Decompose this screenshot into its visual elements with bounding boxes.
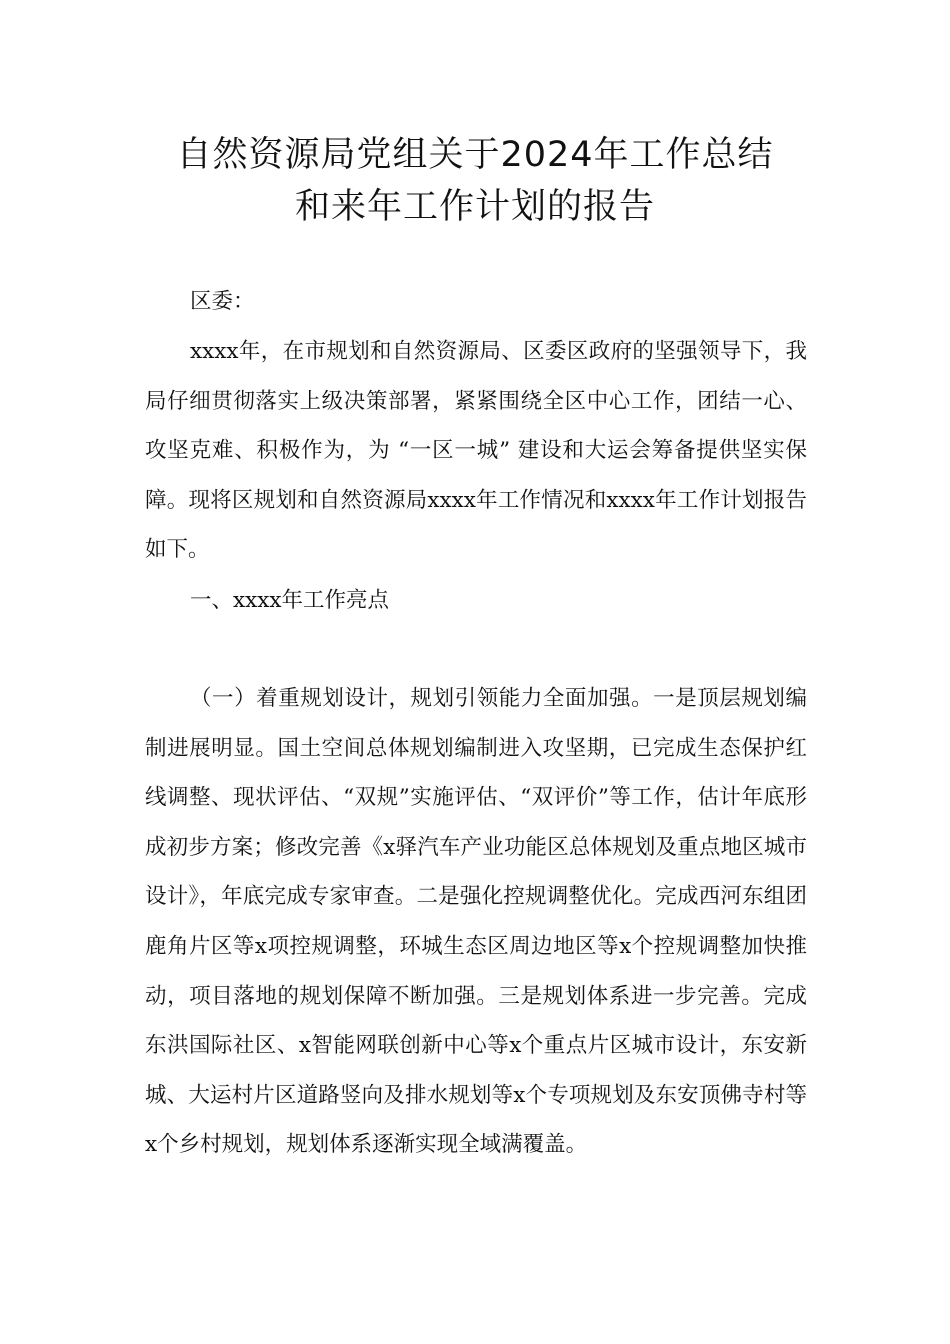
intro-paragraph: xxxx年，在市规划和自然资源局、区委区政府的坚强领导下，我局仔细贯彻落实上级决策部署，紧紧围绕全区中心工作，团结一心、攻坚克难、积极作为，为 “一区一城” 建设和大运会筹备提供坚实保障。现将区规划和自然资源局xxxx年工作情况和xxxx年工作计划报告如下。 (145, 339, 807, 563)
section-heading: 一、xxxx年工作亮点 (190, 588, 390, 613)
document-title-line-1: 自然资源局党组关于2024年工作总结 (176, 135, 774, 175)
section-paragraph: （一）着重规划设计，规划引领能力全面加强。一是顶层规划编制进展明显。国土空间总体规划编制进入攻坚期，已完成生态保护红线调整、现状评估、“双规”实施评估、“双评价”等工作，估计年底形成初步方案；修改完善《x驿汽车产业功能区总体规划及重点地区城市设计》，年底完成专家审查。二是强化控规调整优化。完成西河东组团鹿角片区等x项控规调整，环城生态区周边地区等x个控规调整加快推动，项目落地的规划保障不断加强。三是规划体系进一步完善。完成东洪国际社区、x智能网联创新中心等x个重点片区城市设计，东安新城、大运村片区道路竖向及排水规划等x个专项规划及东安顶佛寺村等x个乡村规划，规划体系逐渐实现全域满覆盖。 (145, 686, 807, 1158)
document-title-line-2: 和来年工作计划的报告 (294, 187, 655, 227)
salutation: 区委： (190, 289, 255, 314)
